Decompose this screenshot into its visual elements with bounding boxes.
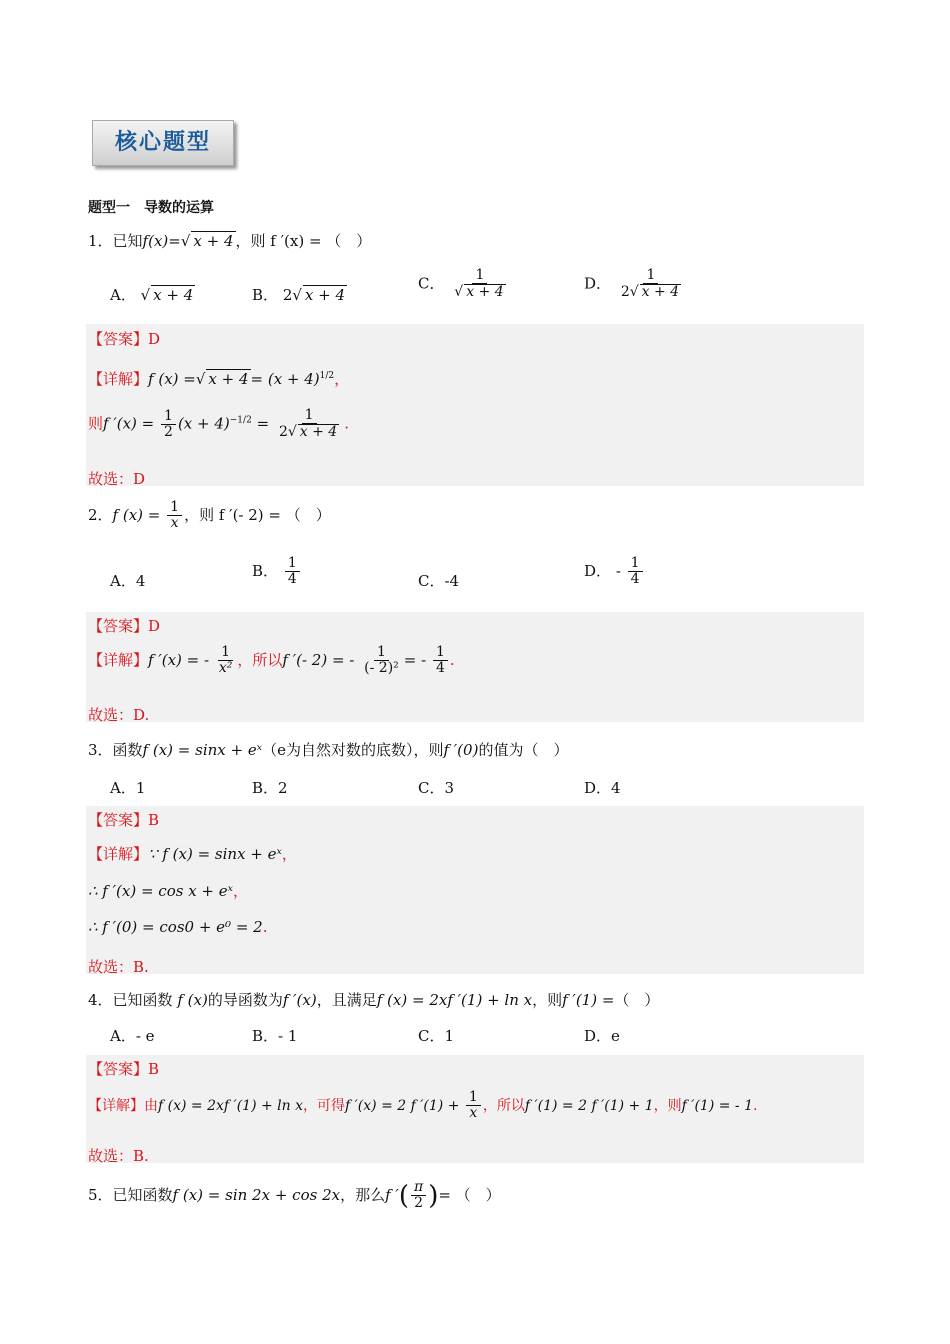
- q3-option-c: C．3: [418, 779, 455, 797]
- q2-option-c: C．-4: [418, 572, 460, 590]
- q1-option-b: B． 2√ x + 4: [252, 286, 346, 304]
- q1-answer: 【答案】D: [88, 330, 161, 348]
- question-2: 2．f (x) = $\frac{1}{x}$ ，则 f ′(- 2) = （ ）: [88, 499, 331, 532]
- q3-answer: 【答案】B: [88, 811, 160, 829]
- q3-detail-line2: ∴ f ′(x) = cos x + eˣ，: [88, 882, 248, 900]
- q2-answer: 【答案】D: [88, 617, 161, 635]
- question-3: 3．函数f (x) = sinx + eˣ（e为自然对数的底数），则f ′(0)的值为（ ）: [88, 741, 569, 759]
- q3-option-d: D．4: [584, 779, 621, 797]
- core-topic-badge: 核心题型: [92, 120, 234, 166]
- question-1: 1．已知f(x)=√ x + 4 ，则 f ′(x) = （ ）: [88, 232, 372, 250]
- q1-choose: 故选：D: [88, 470, 146, 488]
- question-4: 4．已知函数 f (x)的导函数为f ′(x)，且满足f (x) = 2xf ′(1) + ln x，则f ′(1) =（ ）: [88, 991, 660, 1009]
- section-title: 题型一 导数的运算: [88, 200, 214, 216]
- q3-detail-line3: ∴ f ′(0) = cos0 + e⁰ = 2.: [88, 918, 268, 936]
- q4-choose: 故选：B.: [88, 1147, 149, 1165]
- q2-option-a: A．4: [110, 572, 146, 590]
- q3-option-b: B．2: [252, 779, 288, 797]
- q1-answer-box: [86, 324, 864, 486]
- q3-choose: 故选：B.: [88, 958, 149, 976]
- q1-detail-line2: 则f ′(x) = $\frac{1}{2}$ $(x + 4)^{-1/2}$ = $\frac{1}{2√ x + 4}$ .: [88, 407, 349, 441]
- q3-detail-line1: 【详解】∵ f (x) = sinx + eˣ，: [88, 845, 297, 863]
- q2-option-d: D． - $\frac{1}{4}$: [584, 556, 645, 588]
- q2-choose: 故选：D.: [88, 706, 150, 724]
- q1-option-a: A． √ x + 4: [110, 286, 194, 304]
- q4-option-b: B．- 1: [252, 1027, 298, 1045]
- q4-option-d: D．e: [584, 1027, 620, 1045]
- q1-detail-line1: 【详解】f (x) =√ $x + 4 = (x + 4)^{1/2}$，: [88, 370, 350, 388]
- q1-option-c: C． $\frac{1}{√ x + 4}$: [418, 267, 504, 301]
- q4-detail: 【详解】由f (x) = 2xf ′(1) + ln x，可得f ′(x) = 2 f ′(1) + $\frac{1}{x}$ ，所以f ′(1) = 2 f ′(1) + 1，则f ′(1) = - 1.: [88, 1089, 758, 1122]
- q1-option-d: D． $\frac{1}{2√ x + 4}$: [584, 267, 680, 301]
- question-5: 5．已知函数f (x) = sin 2x + cos 2x，那么f ′( $\frac{\pi}{2}$ )= （ ）: [88, 1179, 501, 1212]
- q4-option-a: A．- e: [110, 1027, 155, 1045]
- q2-option-b: B． $\frac{1}{4}$: [252, 556, 302, 588]
- q3-option-a: A．1: [110, 779, 146, 797]
- q2-detail: 【详解】f ′(x) = - $\frac{1}{\text{x²}}$ ，所以f ′(- 2) = - $\frac{1}{\text{(- 2)²}}$ = - $\frac{1}{4}$ .: [88, 644, 455, 677]
- q4-answer: 【答案】B: [88, 1060, 160, 1078]
- q4-option-c: C．1: [418, 1027, 455, 1045]
